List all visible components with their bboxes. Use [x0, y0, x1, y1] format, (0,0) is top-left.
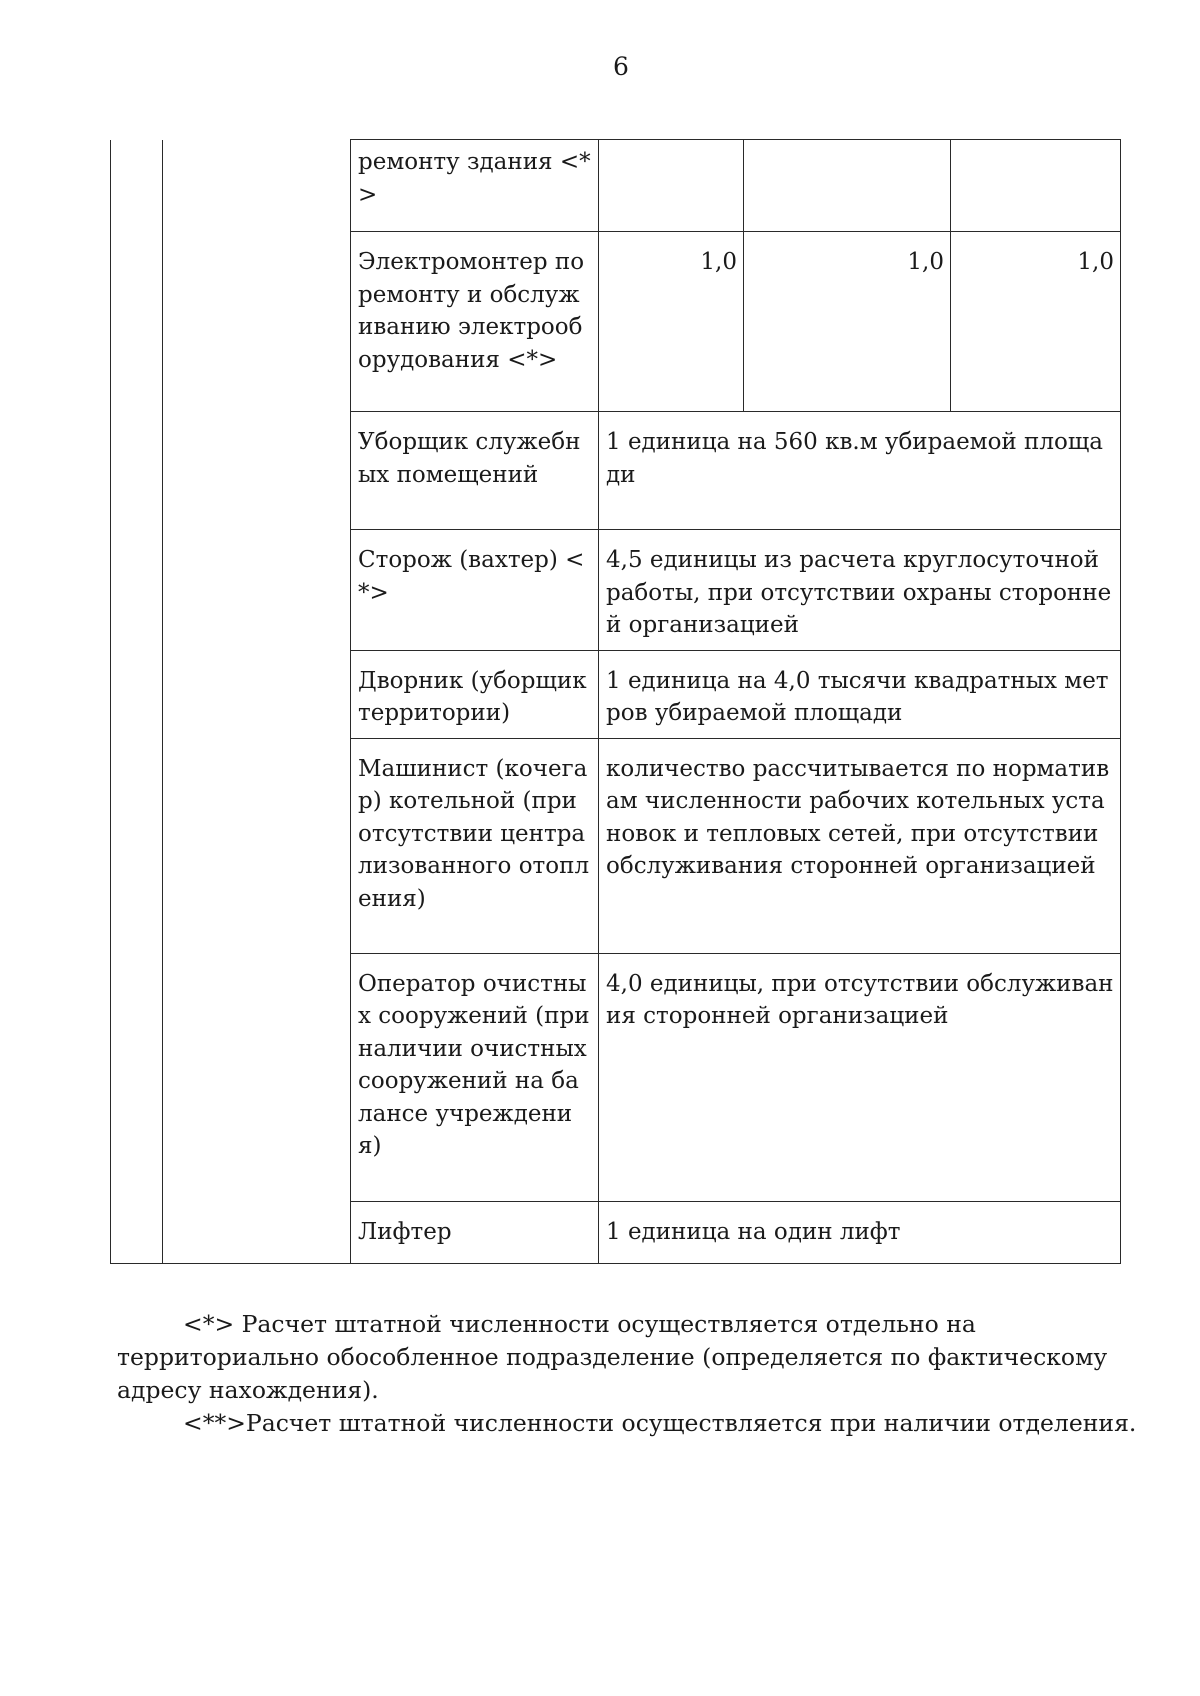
staffing-table	[110, 139, 1121, 1264]
position-cell: Дворник (уборщик территории)	[351, 650, 599, 738]
position-cell: Оператор очистных сооружений (при наличии очистных сооружений на балансе учреждения)	[351, 953, 599, 1201]
norm-cell: 1 единица на 560 кв.м убираемой площади	[599, 412, 1121, 530]
blank-cell	[163, 140, 351, 1264]
position-cell: Машинист (кочегар) котельной (при отсутствии централизованного отопления)	[351, 738, 599, 953]
blank-cell	[111, 140, 163, 1264]
position-cell: Лифтер	[351, 1201, 599, 1263]
value-cell	[951, 140, 1121, 232]
norm-cell: 1 единица на один лифт	[599, 1201, 1121, 1263]
value-cell	[599, 140, 744, 232]
position-cell: Электромонтер по ремонту и обслуживанию электрооборудования <*>	[351, 232, 599, 412]
norm-cell: количество рассчитывается по нормативам численности рабочих котельных установок и тепловых сетей, при отсутствии обслуживания сторонней организацией	[599, 738, 1121, 953]
position-cell: Уборщик служебных помещений	[351, 412, 599, 530]
footnote-2: <**>Расчет штатной численности осуществляется при наличии отделения.	[183, 1409, 1137, 1437]
position-cell: ремонту здания <*>	[351, 140, 599, 232]
value-cell: 1,0	[599, 232, 744, 412]
norm-cell: 1 единица на 4,0 тысячи квадратных метров убираемой площади	[599, 650, 1121, 738]
footnote-1: <*> Расчет штатной численности осуществляется отдельно на территориально обособленное подразделение (определяется по фактическому адресу нахождения).	[117, 1310, 1108, 1404]
value-cell: 1,0	[744, 232, 951, 412]
table-row	[111, 140, 1121, 232]
position-cell: Сторож (вахтер) <*>	[351, 530, 599, 651]
value-cell: 1,0	[951, 232, 1121, 412]
norm-cell: 4,0 единицы, при отсутствии обслуживания сторонней организацией	[599, 953, 1121, 1201]
page-number: 6	[613, 52, 629, 81]
value-cell	[744, 140, 951, 232]
norm-cell: 4,5 единицы из расчета круглосуточной работы, при отсутствии охраны сторонней организацией	[599, 530, 1121, 651]
footnotes	[117, 1308, 1147, 1440]
